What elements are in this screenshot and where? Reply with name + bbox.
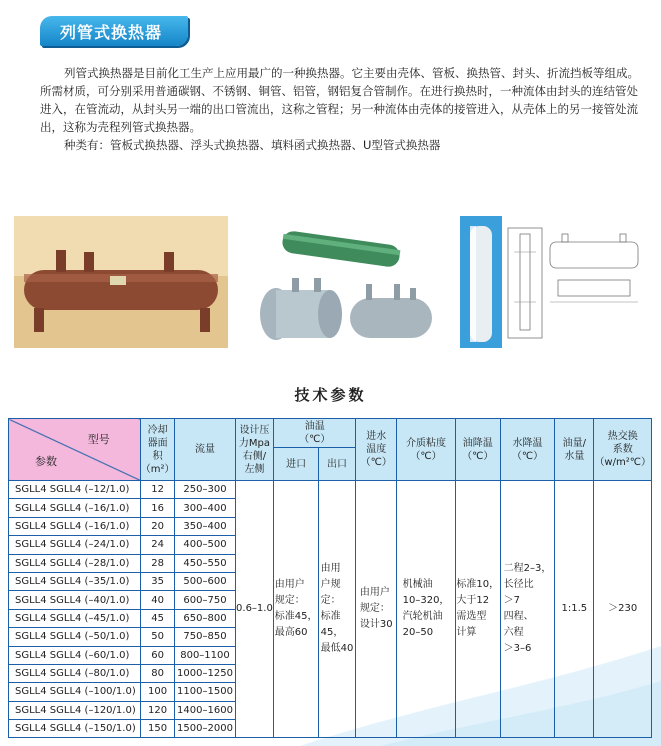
banner-title: 列管式换热器 — [60, 23, 163, 42]
table-row — [9, 481, 652, 499]
table-cell-model: SGLL4 SGLL4 (–16/1.0) — [9, 517, 141, 535]
header-area: 冷却 器面 积 （m²） — [140, 419, 175, 481]
header-flow: 流量 — [175, 419, 235, 481]
table-cell-area: 45 — [140, 609, 175, 627]
merged-water-drop: 二程2–3， 长径比 ＞7 四程、 六程 ＞3–6 — [500, 481, 554, 738]
table-cell-model: SGLL4 SGLL4 (–16/1.0) — [9, 499, 141, 517]
merged-pressure: 0.6–1.0 — [235, 481, 274, 738]
table-cell-area: 20 — [140, 517, 175, 535]
table-cell-area: 28 — [140, 554, 175, 572]
table-cell-flow: 600–750 — [175, 591, 235, 609]
product-photo-green-grey-exchangers — [260, 230, 432, 340]
table-cell-flow: 350–400 — [175, 517, 235, 535]
merged-water-temp: 由用户 规定： 设计30 — [356, 481, 397, 738]
table-cell-model: SGLL4 SGLL4 (–28/1.0) — [9, 554, 141, 572]
table-cell-model: SGLL4 SGLL4 (–45/1.0) — [9, 609, 141, 627]
merged-coefficient: ＞230 — [594, 481, 652, 738]
merged-viscosity: 机械油 10–320， 汽轮机油 20–50 — [397, 481, 455, 738]
table-cell-flow: 250–300 — [175, 481, 235, 499]
intro-text — [40, 64, 640, 154]
merged-ratio: 1:1.5 — [555, 481, 594, 738]
table-cell-flow: 650–800 — [175, 609, 235, 627]
table-cell-area: 150 — [140, 720, 175, 738]
header-water-temp: 进水 温度 （℃） — [356, 419, 397, 481]
table-cell-model: SGLL4 SGLL4 (–120/1.0) — [9, 701, 141, 719]
spec-table — [8, 418, 652, 738]
table-cell-model: SGLL4 SGLL4 (–40/1.0) — [9, 591, 141, 609]
table-cell-model: SGLL4 SGLL4 (–35/1.0) — [9, 572, 141, 590]
table-cell-area: 120 — [140, 701, 175, 719]
table-cell-area: 80 — [140, 664, 175, 682]
table-cell-model: SGLL4 SGLL4 (–50/1.0) — [9, 628, 141, 646]
header-ratio: 油量/ 水量 — [555, 419, 594, 481]
intro-types: 种类有：管板式换热器、浮头式换热器、填料函式换热器、U型管式换热器 — [64, 138, 441, 152]
product-photos — [14, 212, 654, 352]
intro-paragraph: 列管式换热器是目前化工生产上应用最广的一种换热器。它主要由壳体、管板、换热管、封头、折流挡板等组成。所需材质，可分别采用普通碳钢、不锈钢、铜管、铝管，钢铝复合管制作。在进行换热时，一种流体由封头的连结管处进入，在管流动，从封头另一端的出口管流出，这称之管程；另一种流体由壳体的接管进入，从壳体上的另一接管处流出，这称为壳程列管式换热器。 — [40, 66, 639, 134]
table-cell-flow: 500–600 — [175, 572, 235, 590]
table-cell-model: SGLL4 SGLL4 (–150/1.0) — [9, 720, 141, 738]
table-cell-flow: 750–850 — [175, 628, 235, 646]
product-photo-technical-drawing — [460, 216, 638, 348]
table-cell-area: 50 — [140, 628, 175, 646]
merged-outlet: 由用 户规 定： 标准 45， 最低40 — [318, 481, 355, 738]
header-inlet: 进口 — [274, 448, 319, 481]
table-cell-area: 24 — [140, 536, 175, 554]
header-water-drop: 水降温 （℃） — [500, 419, 554, 481]
table-cell-flow: 1500–2000 — [175, 720, 235, 738]
table-cell-flow: 300–400 — [175, 499, 235, 517]
table-cell-area: 100 — [140, 683, 175, 701]
product-photo-brown-exchanger — [14, 216, 228, 348]
header-viscosity: 介质粘度 （℃） — [397, 419, 455, 481]
header-pressure: 设计压 力Mpa 右侧/ 左侧 — [235, 419, 274, 481]
title-banner — [40, 16, 188, 46]
table-cell-flow: 450–550 — [175, 554, 235, 572]
table-cell-model: SGLL4 SGLL4 (–100/1.0) — [9, 683, 141, 701]
table-cell-flow: 400–500 — [175, 536, 235, 554]
header-coefficient: 热交换 系数 （w/m²℃） — [594, 419, 652, 481]
table-cell-area: 16 — [140, 499, 175, 517]
table-cell-area: 35 — [140, 572, 175, 590]
header-oil-temp: 油温 （℃） — [274, 419, 356, 448]
table-cell-flow: 800–1100 — [175, 646, 235, 664]
header-param: 参数 — [35, 455, 57, 468]
header-oil-drop: 油降温 （℃） — [455, 419, 500, 481]
merged-oil-drop: 标准10， 大于12 需选型 计算 — [455, 481, 500, 738]
table-cell-area: 12 — [140, 481, 175, 499]
table-cell-area: 60 — [140, 646, 175, 664]
header-model: 型号 — [87, 433, 110, 446]
section-title: 技术参数 — [294, 386, 367, 404]
header-model-param — [9, 419, 141, 481]
table-cell-area: 40 — [140, 591, 175, 609]
table-cell-model: SGLL4 SGLL4 (–24/1.0) — [9, 536, 141, 554]
header-outlet: 出口 — [318, 448, 355, 481]
table-cell-model: SGLL4 SGLL4 (–60/1.0) — [9, 646, 141, 664]
merged-inlet: 由用户 规定： 标准45， 最高60 — [274, 481, 319, 738]
table-cell-flow: 1400–1600 — [175, 701, 235, 719]
table-cell-flow: 1000–1250 — [175, 664, 235, 682]
table-cell-model: SGLL4 SGLL4 (–12/1.0) — [9, 481, 141, 499]
table-cell-flow: 1100–1500 — [175, 683, 235, 701]
table-cell-model: SGLL4 SGLL4 (–80/1.0) — [9, 664, 141, 682]
